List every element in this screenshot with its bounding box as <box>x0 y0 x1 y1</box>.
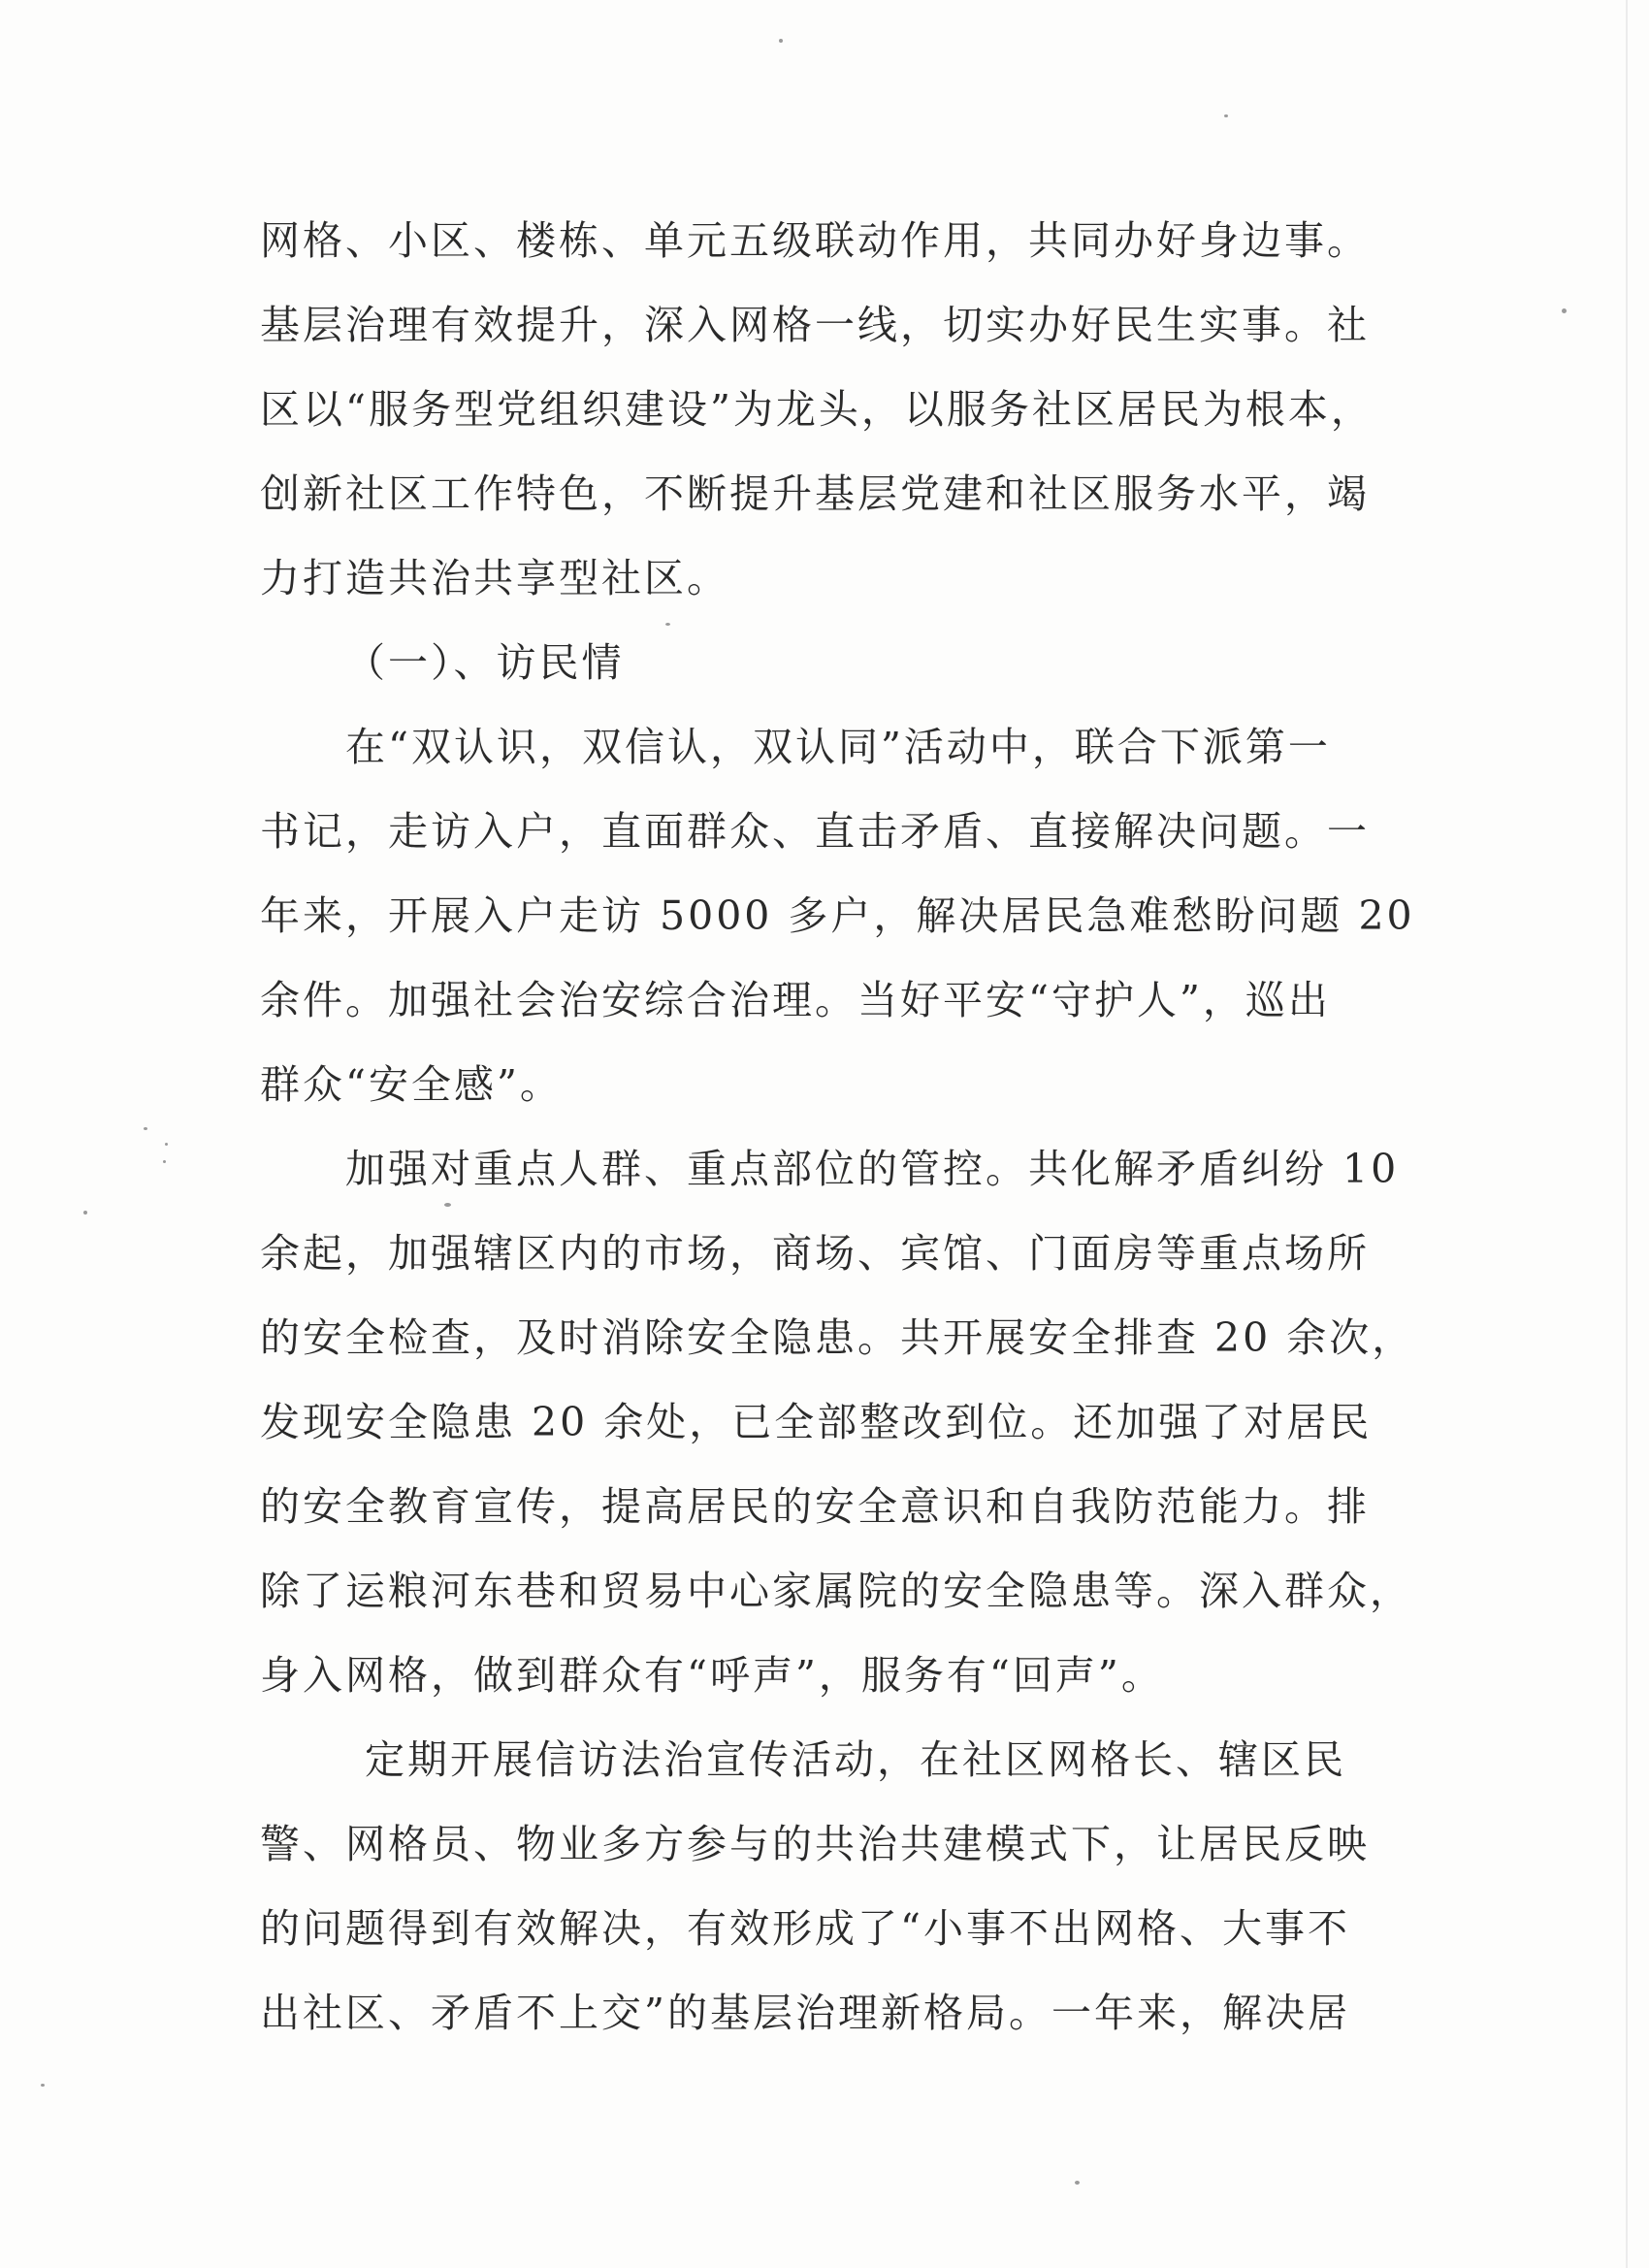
text-line: 除了运粮河东巷和贸易中心家属院的安全隐患等。深入群众， <box>260 1568 1412 1614</box>
text-line: 的安全检查，及时消除安全隐患。共开展安全排查 20 余次， <box>260 1314 1415 1361</box>
text-line: 群众“安全感”。 <box>260 1061 563 1108</box>
text-line: 区以“服务型党组织建设”为龙头，以服务社区居民为根本， <box>260 386 1374 433</box>
text-line: 力打造共治共享型社区。 <box>260 555 729 601</box>
text-line: 基层治理有效提升，深入网格一线，切实办好民生实事。社 <box>260 302 1370 348</box>
section-heading: （一）、访民情 <box>345 639 625 686</box>
text-line: 发现安全隐患 20 余处，已全部整改到位。还加强了对居民 <box>260 1399 1373 1445</box>
text-line: 的安全教育宣传，提高居民的安全意识和自我防范能力。排 <box>260 1483 1370 1530</box>
scan-speck <box>1224 114 1228 117</box>
text-line: 创新社区工作特色，不断提升基层党建和社区服务水平，竭 <box>260 470 1370 517</box>
scan-speck <box>1562 308 1567 313</box>
text-line: 加强对重点人群、重点部位的管控。共化解矛盾纠纷 10 <box>345 1146 1400 1192</box>
text-line: 定期开展信访法治宣传活动，在社区网格长、辖区民 <box>365 1736 1346 1783</box>
text-line: 身入网格，做到群众有“呼声”，服务有“回声”。 <box>260 1652 1164 1699</box>
scan-speck <box>163 1160 166 1163</box>
scan-speck <box>83 1211 87 1215</box>
text-line: 书记，走访入户，直面群众、直击矛盾、直接解决问题。一 <box>260 808 1370 855</box>
text-line: 在“双认识，双信认，双认同”活动中，联合下派第一 <box>345 724 1331 770</box>
text-line: 出社区、矛盾不上交”的基层治理新格局。一年来，解决居 <box>260 1990 1350 2036</box>
text-line: 的问题得到有效解决，有效形成了“小事不出网格、大事不 <box>260 1905 1350 1952</box>
scan-speck <box>41 2084 45 2087</box>
text-line: 警、网格员、物业多方参与的共治共建模式下，让居民反映 <box>260 1821 1370 1867</box>
text-line: 年来，开展入户走访 5000 多户，解决居民急难愁盼问题 20 <box>260 892 1415 939</box>
scan-speck <box>779 39 783 43</box>
scan-speck <box>1075 2181 1080 2185</box>
scan-speck <box>144 1127 147 1130</box>
text-line: 余件。加强社会治安综合治理。当好平安“守护人”，巡出 <box>260 977 1331 1023</box>
scan-speck <box>165 1143 168 1146</box>
text-line: 网格、小区、楼栋、单元五级联动作用，共同办好身边事。 <box>260 217 1370 264</box>
scan-edge <box>1626 0 1628 2268</box>
text-line: 余起，加强辖区内的市场，商场、宾馆、门面房等重点场所 <box>260 1230 1370 1277</box>
body-text <box>260 199 1415 2056</box>
